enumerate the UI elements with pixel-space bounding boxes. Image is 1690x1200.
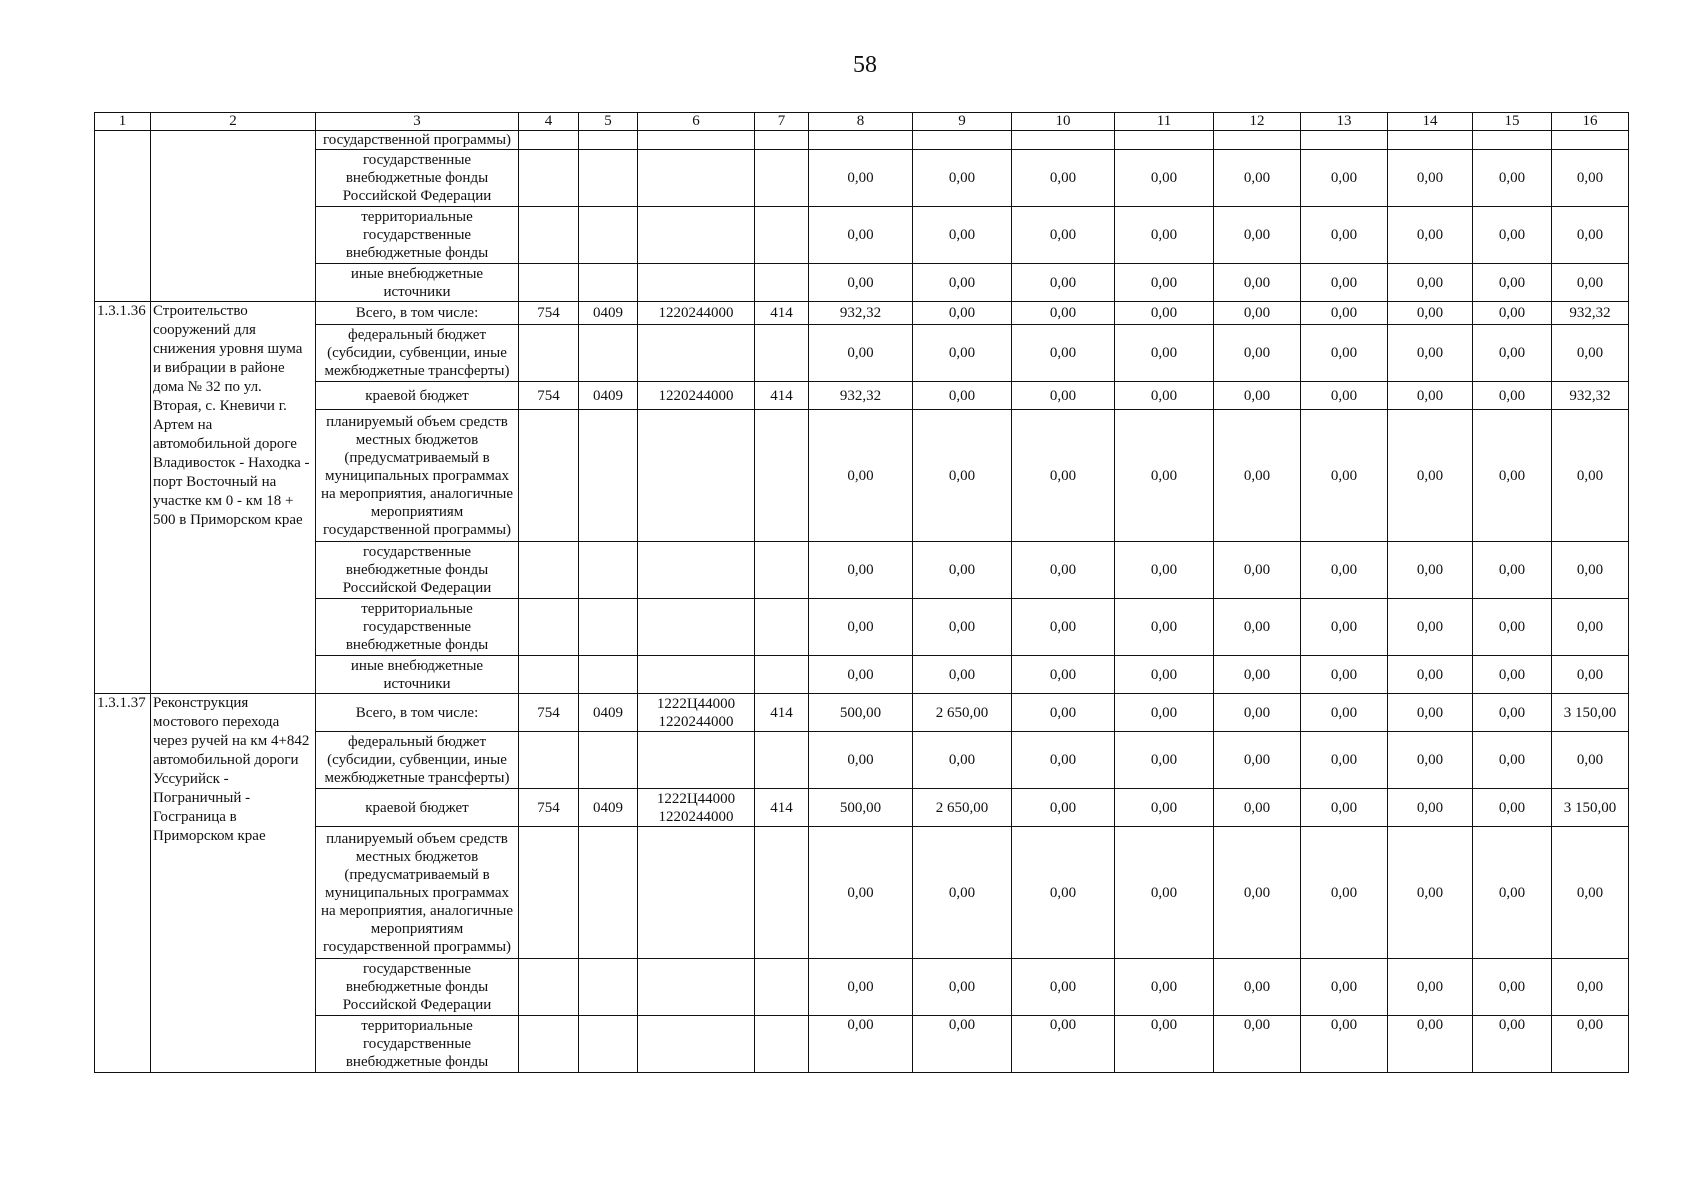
table-row (95, 542, 1629, 599)
section-code (579, 410, 638, 542)
target-article-code (638, 827, 755, 959)
amount-cell: 0,00 (1115, 1016, 1214, 1073)
amount-cell: 0,00 (1012, 789, 1115, 827)
column-number: 8 (809, 113, 913, 131)
amount-cell: 0,00 (1388, 694, 1473, 732)
amount-cell: 0,00 (1214, 302, 1301, 325)
amount-cell: 0,00 (1214, 959, 1301, 1016)
amount-cell: 0,00 (913, 542, 1012, 599)
amount-cell: 0,00 (1388, 382, 1473, 410)
amount-cell: 0,00 (1552, 599, 1629, 656)
column-number: 1 (95, 113, 151, 131)
amount-cell: 0,00 (1214, 410, 1301, 542)
expense-type-code (755, 264, 809, 302)
target-article-code: 1222Ц44000 1220244000 (638, 789, 755, 827)
amount-cell: 0,00 (913, 732, 1012, 789)
amount-cell: 0,00 (1214, 732, 1301, 789)
section-code: 0409 (579, 694, 638, 732)
table-row (95, 150, 1629, 207)
expense-type-code (755, 959, 809, 1016)
amount-cell: 3 150,00 (1552, 789, 1629, 827)
funding-source: федеральный бюджет (субсидии, субвенции, иные межбюджетные трансферты) (316, 325, 519, 382)
header-row (95, 113, 1629, 131)
amount-cell: 0,00 (913, 382, 1012, 410)
funding-source: территориальные государственные внебюджетные фонды (316, 599, 519, 656)
amount-cell: 0,00 (1301, 150, 1388, 207)
funding-source: территориальные государственные внебюджетные фонды (316, 207, 519, 264)
amount-cell: 0,00 (1552, 410, 1629, 542)
amount-cell: 0,00 (913, 207, 1012, 264)
amount-cell: 0,00 (1115, 264, 1214, 302)
amount-cell: 0,00 (809, 1016, 913, 1073)
table-row (95, 207, 1629, 264)
amount-cell: 0,00 (1552, 656, 1629, 694)
amount-cell: 2 650,00 (913, 789, 1012, 827)
amount-cell: 0,00 (1473, 302, 1552, 325)
table-row (95, 827, 1629, 959)
kbk-code: 754 (519, 694, 579, 732)
item-code (95, 131, 151, 302)
amount-cell: 0,00 (809, 656, 913, 694)
target-article-code (638, 542, 755, 599)
funding-source: государственной программы) (316, 131, 519, 150)
amount-cell: 0,00 (1388, 1016, 1473, 1073)
target-article-code (638, 207, 755, 264)
amount-cell: 0,00 (1214, 264, 1301, 302)
expense-type-code: 414 (755, 302, 809, 325)
amount-cell: 0,00 (1552, 150, 1629, 207)
amount-cell: 0,00 (1473, 827, 1552, 959)
cell (1473, 131, 1552, 150)
amount-cell: 0,00 (1214, 325, 1301, 382)
amount-cell: 0,00 (809, 959, 913, 1016)
column-number: 6 (638, 113, 755, 131)
target-article-code: 1220244000 (638, 382, 755, 410)
target-article-code (638, 656, 755, 694)
amount-cell: 0,00 (1473, 150, 1552, 207)
target-article-code (638, 732, 755, 789)
kbk-code: 754 (519, 382, 579, 410)
amount-cell: 0,00 (1473, 1016, 1552, 1073)
amount-cell: 0,00 (1552, 959, 1629, 1016)
amount-cell: 932,32 (809, 302, 913, 325)
target-article-code: 1220244000 (638, 302, 755, 325)
amount-cell: 0,00 (1012, 656, 1115, 694)
amount-cell: 0,00 (1012, 302, 1115, 325)
amount-cell: 0,00 (1012, 410, 1115, 542)
funding-source: Всего, в том числе: (316, 302, 519, 325)
amount-cell: 0,00 (1473, 325, 1552, 382)
amount-cell: 0,00 (1012, 827, 1115, 959)
amount-cell: 0,00 (1214, 694, 1301, 732)
cell (1214, 131, 1301, 150)
item-name: Строительство сооружений для снижения уровня шума и вибрации в районе дома № 32 по ул. Вторая, с. Кневичи г. Артем на автомобильной дороге Владивосток - Находка - порт Восточный на участке км 0 - км 18 + 500 в Приморском крае (151, 302, 316, 694)
table-row (95, 789, 1629, 827)
section-code: 0409 (579, 789, 638, 827)
amount-cell: 0,00 (1473, 656, 1552, 694)
amount-cell: 0,00 (1388, 207, 1473, 264)
amount-cell: 0,00 (1473, 410, 1552, 542)
table-row (95, 325, 1629, 382)
target-article-code: 1222Ц44000 1220244000 (638, 694, 755, 732)
amount-cell: 0,00 (1012, 599, 1115, 656)
amount-cell: 500,00 (809, 694, 913, 732)
column-number: 7 (755, 113, 809, 131)
section-code (579, 656, 638, 694)
amount-cell: 0,00 (1115, 325, 1214, 382)
target-article-code (638, 150, 755, 207)
amount-cell: 0,00 (1214, 827, 1301, 959)
column-number: 16 (1552, 113, 1629, 131)
amount-cell: 0,00 (1115, 542, 1214, 599)
column-number: 13 (1301, 113, 1388, 131)
column-number: 4 (519, 113, 579, 131)
funding-source: государственные внебюджетные фонды Российской Федерации (316, 542, 519, 599)
budget-table (94, 112, 1629, 1073)
expense-type-code (755, 1016, 809, 1073)
amount-cell: 0,00 (913, 656, 1012, 694)
cell (1301, 131, 1388, 150)
amount-cell: 0,00 (1552, 732, 1629, 789)
amount-cell: 0,00 (1012, 732, 1115, 789)
amount-cell: 0,00 (1552, 827, 1629, 959)
kbk-code (519, 325, 579, 382)
amount-cell: 0,00 (809, 264, 913, 302)
amount-cell: 0,00 (1552, 325, 1629, 382)
amount-cell: 0,00 (1301, 410, 1388, 542)
table-row (95, 1016, 1629, 1073)
kbk-code: 754 (519, 789, 579, 827)
funding-source: территориальные государственные внебюджетные фонды (316, 1016, 519, 1073)
section-code (579, 150, 638, 207)
amount-cell: 0,00 (1115, 302, 1214, 325)
amount-cell: 0,00 (1214, 207, 1301, 264)
funding-source: иные внебюджетные источники (316, 264, 519, 302)
cell (1388, 131, 1473, 150)
target-article-code (638, 599, 755, 656)
amount-cell: 0,00 (1301, 382, 1388, 410)
expense-type-code (755, 656, 809, 694)
funding-source: краевой бюджет (316, 382, 519, 410)
cell (638, 131, 755, 150)
funding-source: государственные внебюджетные фонды Российской Федерации (316, 959, 519, 1016)
amount-cell: 0,00 (1301, 789, 1388, 827)
amount-cell: 0,00 (1301, 694, 1388, 732)
amount-cell: 0,00 (1388, 959, 1473, 1016)
amount-cell: 0,00 (1473, 382, 1552, 410)
column-number: 2 (151, 113, 316, 131)
section-code (579, 542, 638, 599)
item-name (151, 131, 316, 302)
amount-cell: 0,00 (1012, 1016, 1115, 1073)
expense-type-code (755, 150, 809, 207)
column-number: 3 (316, 113, 519, 131)
amount-cell: 0,00 (1301, 1016, 1388, 1073)
amount-cell: 0,00 (1012, 382, 1115, 410)
amount-cell: 0,00 (1301, 732, 1388, 789)
table-row (95, 410, 1629, 542)
amount-cell: 0,00 (1473, 264, 1552, 302)
expense-type-code: 414 (755, 694, 809, 732)
amount-cell: 0,00 (809, 207, 913, 264)
amount-cell: 500,00 (809, 789, 913, 827)
column-number: 9 (913, 113, 1012, 131)
target-article-code (638, 325, 755, 382)
section-code: 0409 (579, 302, 638, 325)
cell (809, 131, 913, 150)
amount-cell: 0,00 (1388, 302, 1473, 325)
item-name: Реконструкция мостового перехода через ручей на км 4+842 автомобильной дороги Уссурийск - Пограничный - Госграница в Приморском крае (151, 694, 316, 1073)
table-row (95, 382, 1629, 410)
amount-cell: 0,00 (1301, 599, 1388, 656)
cell (1115, 131, 1214, 150)
amount-cell: 0,00 (1473, 599, 1552, 656)
amount-cell: 0,00 (1388, 599, 1473, 656)
amount-cell: 0,00 (1388, 150, 1473, 207)
kbk-code: 754 (519, 302, 579, 325)
amount-cell: 0,00 (913, 264, 1012, 302)
amount-cell: 0,00 (1012, 694, 1115, 732)
funding-source: планируемый объем средств местных бюджетов (предусматриваемый в муниципальных программах на мероприятия, аналогичные мероприятиям государственной программы) (316, 827, 519, 959)
amount-cell: 0,00 (809, 410, 913, 542)
expense-type-code (755, 410, 809, 542)
amount-cell: 0,00 (1473, 732, 1552, 789)
amount-cell: 0,00 (1388, 542, 1473, 599)
cell (1012, 131, 1115, 150)
column-number: 14 (1388, 113, 1473, 131)
amount-cell: 0,00 (1012, 959, 1115, 1016)
amount-cell: 0,00 (1214, 789, 1301, 827)
amount-cell: 0,00 (1473, 542, 1552, 599)
amount-cell: 0,00 (1115, 207, 1214, 264)
amount-cell: 0,00 (1388, 732, 1473, 789)
amount-cell: 0,00 (1012, 542, 1115, 599)
table-row (95, 732, 1629, 789)
amount-cell: 0,00 (913, 827, 1012, 959)
amount-cell: 0,00 (1115, 599, 1214, 656)
column-number: 15 (1473, 113, 1552, 131)
amount-cell: 0,00 (1388, 827, 1473, 959)
expense-type-code (755, 542, 809, 599)
amount-cell: 932,32 (1552, 302, 1629, 325)
amount-cell: 0,00 (1115, 382, 1214, 410)
section-code (579, 264, 638, 302)
amount-cell: 0,00 (1473, 959, 1552, 1016)
amount-cell: 0,00 (1115, 732, 1214, 789)
amount-cell: 0,00 (1388, 789, 1473, 827)
amount-cell: 0,00 (1115, 694, 1214, 732)
target-article-code (638, 264, 755, 302)
table-row (95, 599, 1629, 656)
amount-cell: 0,00 (1473, 207, 1552, 264)
amount-cell: 0,00 (809, 542, 913, 599)
kbk-code (519, 264, 579, 302)
amount-cell: 0,00 (913, 959, 1012, 1016)
kbk-code (519, 150, 579, 207)
kbk-code (519, 656, 579, 694)
amount-cell: 0,00 (1115, 789, 1214, 827)
kbk-code (519, 542, 579, 599)
expense-type-code: 414 (755, 789, 809, 827)
expense-type-code: 414 (755, 382, 809, 410)
cell (1552, 131, 1629, 150)
amount-cell: 0,00 (1115, 827, 1214, 959)
kbk-code (519, 410, 579, 542)
expense-type-code (755, 325, 809, 382)
item-code: 1.3.1.37 (95, 694, 151, 1073)
section-code (579, 207, 638, 264)
amount-cell: 0,00 (1301, 542, 1388, 599)
table-row (95, 302, 1629, 325)
expense-type-code (755, 827, 809, 959)
amount-cell: 0,00 (809, 827, 913, 959)
amount-cell: 0,00 (913, 150, 1012, 207)
kbk-code (519, 732, 579, 789)
kbk-code (519, 959, 579, 1016)
column-number: 11 (1115, 113, 1214, 131)
table-row (95, 131, 1629, 150)
amount-cell: 0,00 (1214, 150, 1301, 207)
amount-cell: 932,32 (809, 382, 913, 410)
cell (913, 131, 1012, 150)
page-number: 58 (853, 52, 877, 78)
amount-cell: 0,00 (1012, 325, 1115, 382)
section-code: 0409 (579, 382, 638, 410)
funding-source: федеральный бюджет (субсидии, субвенции, иные межбюджетные трансферты) (316, 732, 519, 789)
amount-cell: 0,00 (809, 150, 913, 207)
amount-cell: 0,00 (1214, 656, 1301, 694)
kbk-code (519, 827, 579, 959)
amount-cell: 0,00 (913, 302, 1012, 325)
section-code (579, 732, 638, 789)
amount-cell: 0,00 (1552, 1016, 1629, 1073)
expense-type-code (755, 599, 809, 656)
amount-cell: 0,00 (1012, 150, 1115, 207)
target-article-code (638, 410, 755, 542)
target-article-code (638, 959, 755, 1016)
expense-type-code (755, 732, 809, 789)
section-code (579, 959, 638, 1016)
amount-cell: 0,00 (1552, 207, 1629, 264)
amount-cell: 0,00 (913, 410, 1012, 542)
table-row (95, 264, 1629, 302)
amount-cell: 0,00 (1301, 264, 1388, 302)
column-number: 12 (1214, 113, 1301, 131)
funding-source: краевой бюджет (316, 789, 519, 827)
kbk-code (519, 1016, 579, 1073)
section-code (579, 827, 638, 959)
table-row (95, 959, 1629, 1016)
amount-cell: 0,00 (1301, 959, 1388, 1016)
amount-cell: 0,00 (1552, 264, 1629, 302)
amount-cell: 0,00 (1012, 207, 1115, 264)
section-code (579, 1016, 638, 1073)
cell (755, 131, 809, 150)
amount-cell: 0,00 (1115, 150, 1214, 207)
amount-cell: 0,00 (809, 599, 913, 656)
amount-cell: 0,00 (1012, 264, 1115, 302)
amount-cell: 0,00 (1388, 264, 1473, 302)
amount-cell: 0,00 (1301, 656, 1388, 694)
amount-cell: 0,00 (1301, 302, 1388, 325)
amount-cell: 0,00 (809, 325, 913, 382)
amount-cell: 0,00 (809, 732, 913, 789)
amount-cell: 0,00 (1115, 410, 1214, 542)
funding-source: Всего, в том числе: (316, 694, 519, 732)
amount-cell: 0,00 (1301, 325, 1388, 382)
amount-cell: 932,32 (1552, 382, 1629, 410)
amount-cell: 0,00 (1301, 207, 1388, 264)
expense-type-code (755, 207, 809, 264)
amount-cell: 3 150,00 (1552, 694, 1629, 732)
funding-source: иные внебюджетные источники (316, 656, 519, 694)
amount-cell: 0,00 (1473, 694, 1552, 732)
section-code (579, 325, 638, 382)
funding-source: планируемый объем средств местных бюджетов (предусматриваемый в муниципальных программах на мероприятия, аналогичные мероприятиям государственной программы) (316, 410, 519, 542)
kbk-code (519, 207, 579, 264)
column-number: 5 (579, 113, 638, 131)
amount-cell: 0,00 (1388, 410, 1473, 542)
cell (519, 131, 579, 150)
amount-cell: 0,00 (1388, 325, 1473, 382)
amount-cell: 0,00 (913, 325, 1012, 382)
amount-cell: 2 650,00 (913, 694, 1012, 732)
amount-cell: 0,00 (1115, 656, 1214, 694)
section-code (579, 599, 638, 656)
item-code: 1.3.1.36 (95, 302, 151, 694)
amount-cell: 0,00 (1473, 789, 1552, 827)
amount-cell: 0,00 (1214, 542, 1301, 599)
amount-cell: 0,00 (1214, 599, 1301, 656)
column-number: 10 (1012, 113, 1115, 131)
target-article-code (638, 1016, 755, 1073)
kbk-code (519, 599, 579, 656)
amount-cell: 0,00 (1552, 542, 1629, 599)
cell (579, 131, 638, 150)
amount-cell: 0,00 (1301, 827, 1388, 959)
amount-cell: 0,00 (1214, 382, 1301, 410)
table-row (95, 656, 1629, 694)
amount-cell: 0,00 (913, 1016, 1012, 1073)
funding-source: государственные внебюджетные фонды Российской Федерации (316, 150, 519, 207)
amount-cell: 0,00 (913, 599, 1012, 656)
amount-cell: 0,00 (1388, 656, 1473, 694)
table-row (95, 694, 1629, 732)
amount-cell: 0,00 (1214, 1016, 1301, 1073)
amount-cell: 0,00 (1115, 959, 1214, 1016)
